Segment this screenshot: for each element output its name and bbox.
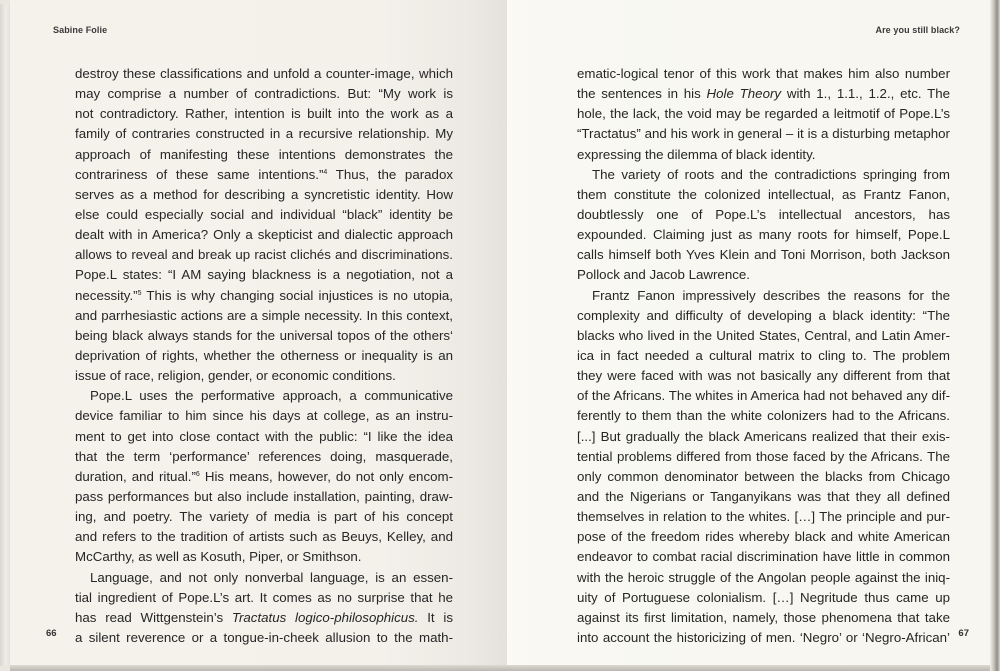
text-line: may comprise a number of contradictions. But: “My work is	[75, 86, 453, 102]
running-head-title: Are you still black?	[875, 25, 960, 35]
text-line	[75, 165, 453, 185]
text-line: a silent reverence or a tongue-in-cheek allusion to the math-	[75, 629, 453, 645]
text-line: pass performances but also include installation, painting, draw-	[75, 488, 453, 504]
text-line	[75, 467, 453, 487]
text-segment: This is why changing social injustices is no utopia,	[141, 287, 453, 303]
text-line: ematic-logical tenor of this work that makes him also number	[577, 66, 950, 81]
text-line: ment to get into close contact with the public: “I like the idea	[75, 428, 453, 444]
footnote-marker[interactable]: 4	[323, 168, 328, 176]
text-line: approach of manifesting these intentions demonstrates the	[75, 146, 453, 162]
footnote-marker[interactable]: 5	[137, 289, 142, 297]
page-stack-bottom-edge	[10, 665, 990, 671]
text-line: McCarthy, as well as Kosuth, Piper, or Smithson.	[75, 549, 362, 565]
text-line: that the term ‘performance’ references doing, masquerade,	[75, 448, 453, 464]
text-line: Pope.L states: “I AM saying blackness is a negotiation, not a	[75, 267, 453, 283]
left-page	[10, 0, 507, 665]
text-segment: contrariness of these same intentions.”	[75, 166, 324, 182]
text-segment: It is	[418, 609, 453, 625]
text-segment: His means, however, do not only encom-	[199, 468, 453, 484]
text-line: and refers to the tradition of artists such as Beuys, Kelley, and	[75, 529, 453, 545]
text-line: blacks who lived in the United States, Central, and Latin Amer-	[577, 327, 950, 343]
text-line	[577, 84, 950, 104]
text-line: being black always stands for the universal topos of the others‘	[75, 327, 453, 343]
text-line: into account the historicizing of men. ‘Negro’ or ‘Negro-African’	[577, 629, 950, 645]
running-head-author: Sabine Folie	[53, 25, 108, 35]
text-line: themselves in relation to the whites. […] The principle and pur-	[577, 509, 950, 525]
text-line: endeavor to combat racial discrimination have little in common	[577, 549, 950, 565]
text-line: with the heroic struggle of the Angolan people against the iniq-	[577, 569, 950, 585]
text-line: tential problems differed from those faced by the Africans. The	[577, 448, 950, 464]
text-line: and parrhesiastic actions are a simple necessity. In this context,	[75, 307, 453, 323]
text-line: expounded. Claiming just as many roots for himself, Pope.L	[577, 227, 950, 243]
text-line: “Tractatus” and his work in general – it is a disturbing metaphor	[577, 126, 950, 142]
text-line: device familiar to him since his days at college, as an instru-	[75, 408, 453, 424]
text-line: Pollock and Jacob Lawrence.	[577, 267, 750, 283]
text-line: ferently to them than the white colonizers had to the Africans.	[577, 408, 950, 424]
text-segment: has read Wittgenstein’s	[75, 609, 232, 625]
text-line: deprivation of rights, whether the otherness or inequality is an	[75, 347, 453, 363]
footnote-marker[interactable]: 6	[195, 470, 200, 478]
text-line: The variety of roots and the contradictions springing from	[592, 166, 950, 182]
text-line: against its first limitation, namely, those phenomena that take	[577, 609, 950, 625]
text-segment: with 1., 1.1., 1.2., etc. The	[781, 86, 950, 102]
italic-title: Tractatus logico-philosophicus.	[231, 609, 419, 625]
text-line: else could especially social and individual “black” identity be	[75, 206, 453, 222]
text-line: tial ingredient of Pope.L’s art. It comes as no surprise that he	[75, 589, 453, 605]
text-line	[75, 286, 453, 306]
text-line: [...] But gradually the black Americans realized that their exis-	[577, 428, 950, 444]
text-line: calls himself both Yves Klein and Toni Morrison, both Jackson	[577, 247, 950, 263]
text-segment: the sentences in his	[577, 86, 707, 102]
text-line: Frantz Fanon impressively describes the reasons for the	[592, 287, 950, 303]
text-line: ica in fact needed a cultural matrix to cling to. The problem	[577, 347, 950, 363]
text-line: and the Nigerians or Tanganyikans was that they all defined	[577, 488, 950, 504]
page-number-right: 67	[958, 628, 969, 639]
text-line: only common denominator between the blacks from Chicago	[577, 468, 950, 484]
text-line: pose of the freedom rides whereby black and white American	[577, 529, 950, 545]
right-page	[507, 0, 990, 665]
text-line	[75, 608, 453, 628]
text-segment: duration, and ritual.”	[75, 468, 196, 484]
text-line: doubtlessly one of Pope.L’s intellectual ancestors, has	[577, 206, 950, 222]
text-line: complexity and difficulty of developing a black identity: “The	[577, 307, 950, 323]
text-line: of the Africans. The whites in America had not behaved any dif-	[577, 388, 950, 404]
text-line: allows to reveal and break up racist clichés and discriminations.	[75, 247, 453, 263]
text-segment: necessity.”	[75, 287, 138, 303]
right-page-body	[577, 64, 950, 648]
text-line: destroy these classifications and unfold a counter-image, which	[75, 66, 453, 81]
text-line: serves as a method for describing a syncretistic identity. How	[75, 186, 453, 202]
text-segment: Thus, the paradox	[327, 166, 453, 182]
text-line: issue of race, religion, gender, or economic conditions.	[75, 368, 396, 384]
italic-title: Hole Theory	[706, 86, 782, 102]
left-page-body	[75, 64, 453, 648]
text-line: Language, and not only nonverbal language, is an essen-	[90, 569, 453, 585]
page-stack-right-edge	[990, 0, 1000, 671]
text-line: they were faced with was not basically any different from that	[577, 368, 950, 384]
page-number-left: 66	[46, 628, 57, 639]
text-line: them constitute the colonized intellectual, as Frantz Fanon,	[577, 186, 950, 202]
text-line: Pope.L uses the performative approach, a communicative	[90, 388, 453, 404]
text-line: ing, and poetry. The variety of media is part of his concept	[75, 509, 453, 525]
text-line: hole, the lack, the void may be regarded a leitmotif of Pope.L’s	[577, 106, 950, 122]
text-line: expressing the dilemma of black identity.	[577, 146, 816, 162]
text-line: uity of Portuguese colonialism. […] Negritude thus came up	[577, 589, 950, 605]
text-line: dealt with in America? Only a skepticist and dialectic approach	[75, 227, 453, 243]
text-line: not contradictory. Rather, intention is built into the work as a	[75, 106, 453, 122]
text-line: family of contraries constructed in a recursive relationship. My	[75, 126, 453, 142]
